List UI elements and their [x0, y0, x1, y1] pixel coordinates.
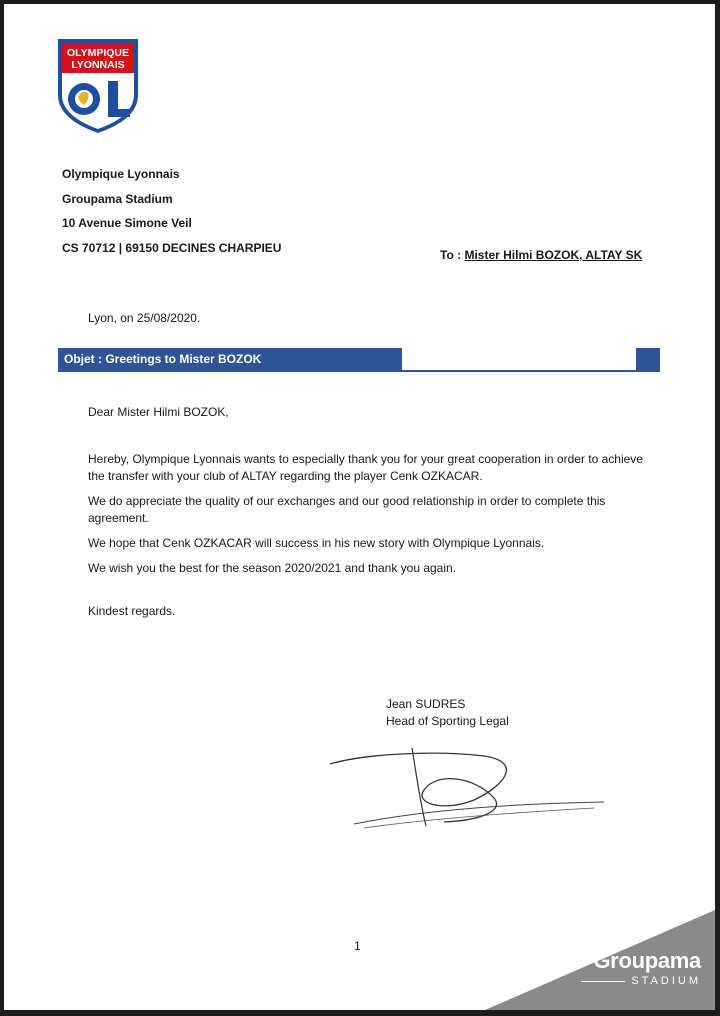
subject-rule [58, 370, 660, 372]
letter-date: Lyon, on 25/08/2020. [88, 311, 201, 325]
recipient-line [440, 248, 642, 262]
letter-paragraph-2: We do appreciate the quality of our exchanges and our good relationship in order to complete this agreement. [88, 494, 606, 525]
handwritten-signature [324, 742, 614, 834]
letter-paragraph-3: We hope that Cenk OZKACAR will success in his new story with Olympique Lyonnais. [88, 536, 545, 550]
page-number: 1 [354, 939, 361, 953]
recipient-prefix: To : [440, 248, 462, 262]
signer-title: Head of Sporting Legal [386, 714, 509, 728]
subject-end-block [636, 348, 660, 370]
groupama-stadium-logo [581, 949, 701, 988]
letter-body [88, 404, 648, 628]
svg-text:LYONNAIS: LYONNAIS [71, 59, 125, 71]
signer-name: Jean SUDRES [386, 697, 466, 711]
sender-city: CS 70712 | 69150 DECINES CHARPIEU [62, 240, 282, 255]
letter-paragraph-4: We wish you the best for the season 2020/2021 and thank you again. [88, 561, 457, 575]
brand-name: Groupama [593, 948, 701, 973]
sender-address [62, 162, 281, 260]
olympique-lyonnais-logo [56, 37, 140, 135]
letter-closing: Kindest regards. [88, 604, 176, 618]
letter-page [4, 4, 715, 1010]
letter-greeting: Dear Mister Hilmi BOZOK, [88, 405, 229, 419]
sender-street: 10 Avenue Simone Veil [62, 216, 192, 230]
subject-text: Objet : Greetings to Mister BOZOK [64, 352, 262, 366]
signer-block [386, 696, 509, 730]
letter-paragraph-1: Hereby, Olympique Lyonnais wants to especially thank you for your great cooperation in order to achieve the transfer with your club of ALTAY regarding the player Cenk OZKACAR. [88, 452, 643, 483]
brand-sub: STADIUM [581, 975, 701, 988]
recipient-name: Mister Hilmi BOZOK, ALTAY SK [464, 248, 643, 262]
subject-banner [58, 348, 402, 370]
sender-venue: Groupama Stadium [62, 191, 173, 206]
sender-name: Olympique Lyonnais [62, 167, 180, 181]
svg-text:OLYMPIQUE: OLYMPIQUE [66, 47, 130, 59]
